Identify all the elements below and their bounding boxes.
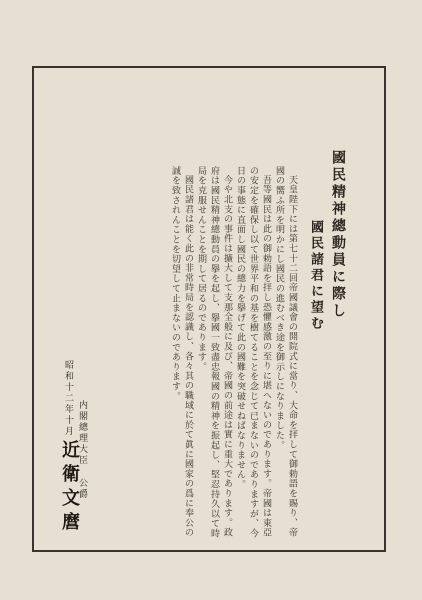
- body-paragraph: 吾等國民は此の御勅語を拝し恐懼感激の至りに堪へないのであります。帝國は東亞の安定を確保し以て世界平和の基を樹てることを念じて已まないのでありますが、今日の事態に直面し國民の總力を擧げて此の國難を突破せねばなりません。: [235, 166, 271, 539]
- author-office: 内閣總理大臣 公爵: [77, 400, 87, 500]
- author-signature: 近衛文麿: [59, 440, 80, 536]
- document-subtitle: 國民諸君に望む: [308, 220, 323, 332]
- document-date: 昭和十二年十月: [63, 360, 73, 437]
- body-paragraph: 天皇陛下には第七十二回帝國議會の開院式に當り、大命を拝して御勅語を賜り、帝國の嚮ふ所を明かにし國民の進むべき途を御示しになりました。: [274, 166, 297, 538]
- body-paragraph: 今や北支の事件は擴大して支那全般に及び、帝國の前途は實に重大であります。政府は國民精神總動員の擧を起し、擧國一致盡忠報國の精神を振起し、堅忍持久以て時局を克服せんことを期して居るのであります。: [196, 166, 232, 539]
- body-paragraph: 國民諸君は能く此の非常時局を認識し、各々其の職域に於て眞に國家の爲に奉公の誠を致されんことを切望して止まないのであります。: [170, 166, 193, 538]
- document-title: 國民精神總動員に際し: [330, 150, 346, 320]
- document-body: [102, 166, 298, 542]
